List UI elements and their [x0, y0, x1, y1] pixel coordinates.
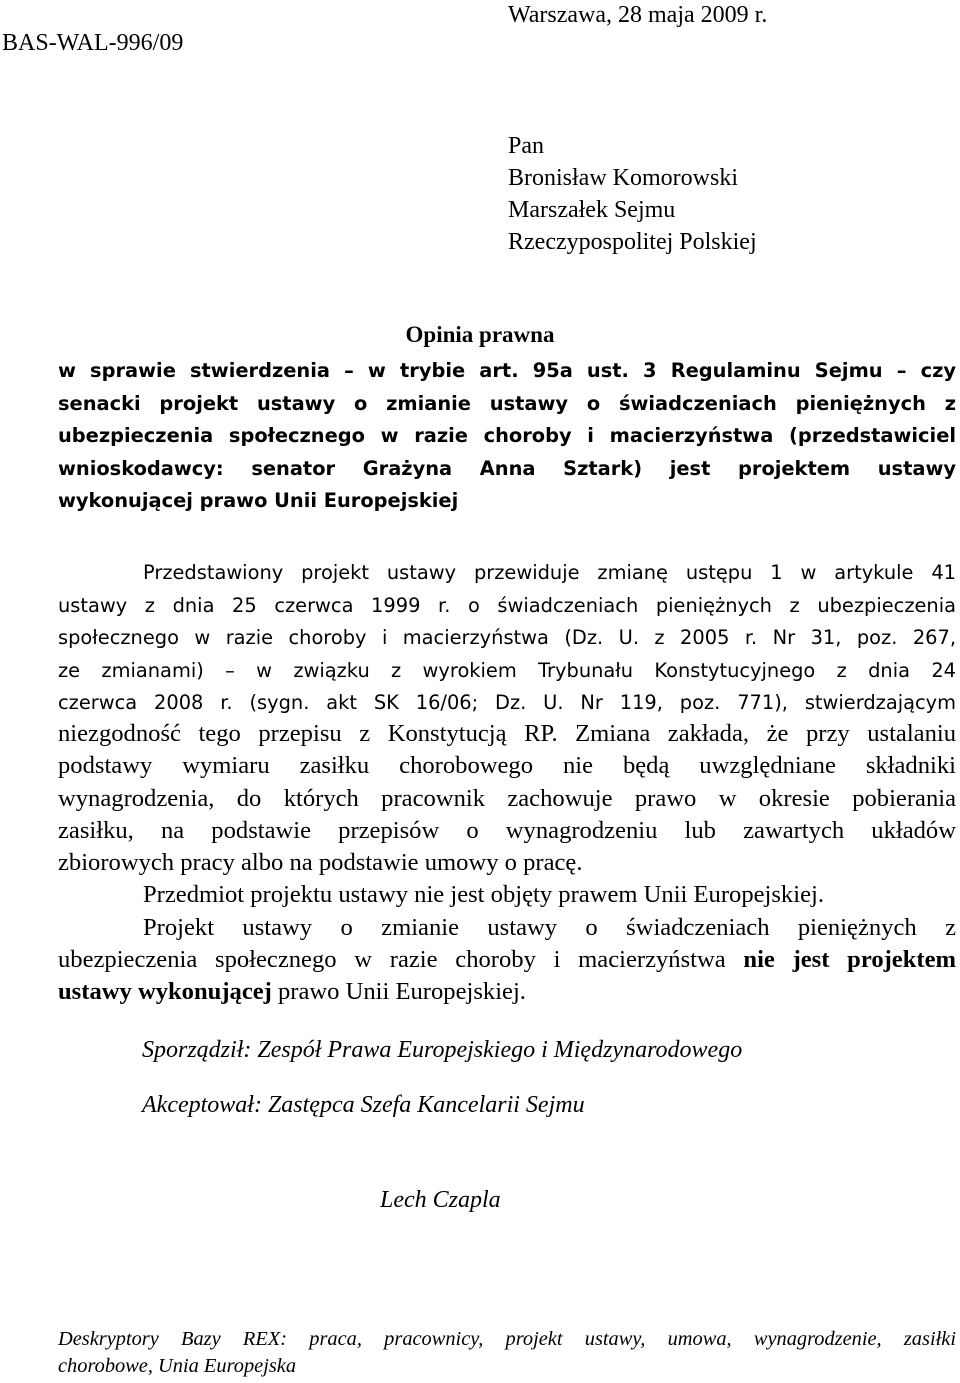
- rex-descriptors: [58, 1326, 956, 1380]
- body-line: czerwca 2008 r. (sygn. akt SK 16/06; Dz. U. Nr 119, poz. 771), stwierdzającym: [58, 691, 956, 714]
- place-and-date: Warszawa, 28 maja 2009 r.: [508, 2, 768, 28]
- opinion-subject: [58, 355, 956, 518]
- body-conclusion-line: [58, 944, 956, 976]
- body-paragraphs-2: [58, 718, 956, 1009]
- body-paragraph-eu-scope: Przedmiot projektu ustawy nie jest objęty prawem Unii Europejskiej.: [143, 881, 824, 909]
- opinion-title: Opinia prawna: [405, 322, 555, 347]
- accepted-by: Akceptował: Zastępca Szefa Kancelarii Sejmu: [142, 1092, 585, 1118]
- body-line: ustawy z dnia 25 czerwca 1999 r. o świadczeniach pieniężnych z ubezpieczenia: [58, 593, 956, 617]
- conclusion-text: prawo Unii Europejskiej.: [271, 978, 526, 1006]
- subject-line: ubezpieczenia społecznego w razie choroby i macierzyństwa (przedstawiciel: [58, 424, 956, 448]
- document-reference-number: BAS-WAL-996/09: [2, 30, 184, 56]
- subject-line: senacki projekt ustawy o zmianie ustawy o świadczeniach pieniężnych z: [58, 391, 956, 415]
- body-line: niezgodność tego przepisu z Konstytucją RP. Zmiana zakłada, że przy ustalaniu: [58, 720, 956, 747]
- body-conclusion-line: [58, 976, 956, 1008]
- addressee-name: Bronisław Komorowski: [508, 165, 738, 191]
- subject-line: wykonującej prawo Unii Europejskiej: [58, 489, 459, 513]
- conclusion-bold-text: ustawy wykonującej: [58, 978, 272, 1006]
- subject-line: w sprawie stwierdzenia – w trybie art. 95a ust. 3 Regulaminu Sejmu – czy: [58, 359, 956, 382]
- conclusion-bold-text: nie jest projektem: [743, 946, 956, 974]
- prepared-by: Sporządził: Zespół Prawa Europejskiego i Międzynarodowego: [142, 1037, 743, 1063]
- subject-line: wnioskodawcy: senator Grażyna Anna Sztark) jest projektem ustawy: [58, 456, 956, 480]
- addressee-position: Marszałek Sejmu: [508, 197, 676, 223]
- signer-name: Lech Czapla: [380, 1187, 501, 1213]
- addressee-block: [508, 130, 757, 258]
- body-line: podstawy wymiaru zasiłku chorobowego nie będą uwzględniane składniki: [58, 752, 956, 780]
- body-paragraph-1: [58, 557, 956, 720]
- conclusion-text: ubezpieczenia społecznego w razie choroby i macierzyństwa: [58, 946, 744, 974]
- descriptors-line: chorobowe, Unia Europejska: [58, 1355, 297, 1377]
- body-line: wynagrodzenia, do których pracownik zachowuje prawo w okresie pobierania: [58, 784, 956, 812]
- addressee-salutation: Pan: [508, 133, 544, 159]
- descriptors-line: Deskryptory Bazy REX: praca, pracownicy, projekt ustawy, umowa, wynagrodzenie, zasiłki: [58, 1328, 956, 1350]
- addressee-country: Rzeczypospolitej Polskiej: [508, 229, 757, 255]
- body-line: społecznego w razie choroby i macierzyństwa (Dz. U. z 2005 r. Nr 31, poz. 267,: [58, 626, 956, 649]
- body-line: ze zmianami) – w związku z wyrokiem Trybunału Konstytucyjnego z dnia 24: [58, 658, 956, 682]
- body-line: zasiłku, na podstawie przepisów o wynagrodzeniu lub zawartych układów: [58, 816, 956, 844]
- body-line: zbiorowych pracy albo na podstawie umowy o pracę.: [58, 849, 583, 877]
- body-line: Przedstawiony projekt ustawy przewiduje zmianę ustępu 1 w artykule 41: [143, 561, 956, 584]
- body-conclusion-line: Projekt ustawy o zmianie ustawy o świadczeniach pieniężnych z: [143, 913, 956, 941]
